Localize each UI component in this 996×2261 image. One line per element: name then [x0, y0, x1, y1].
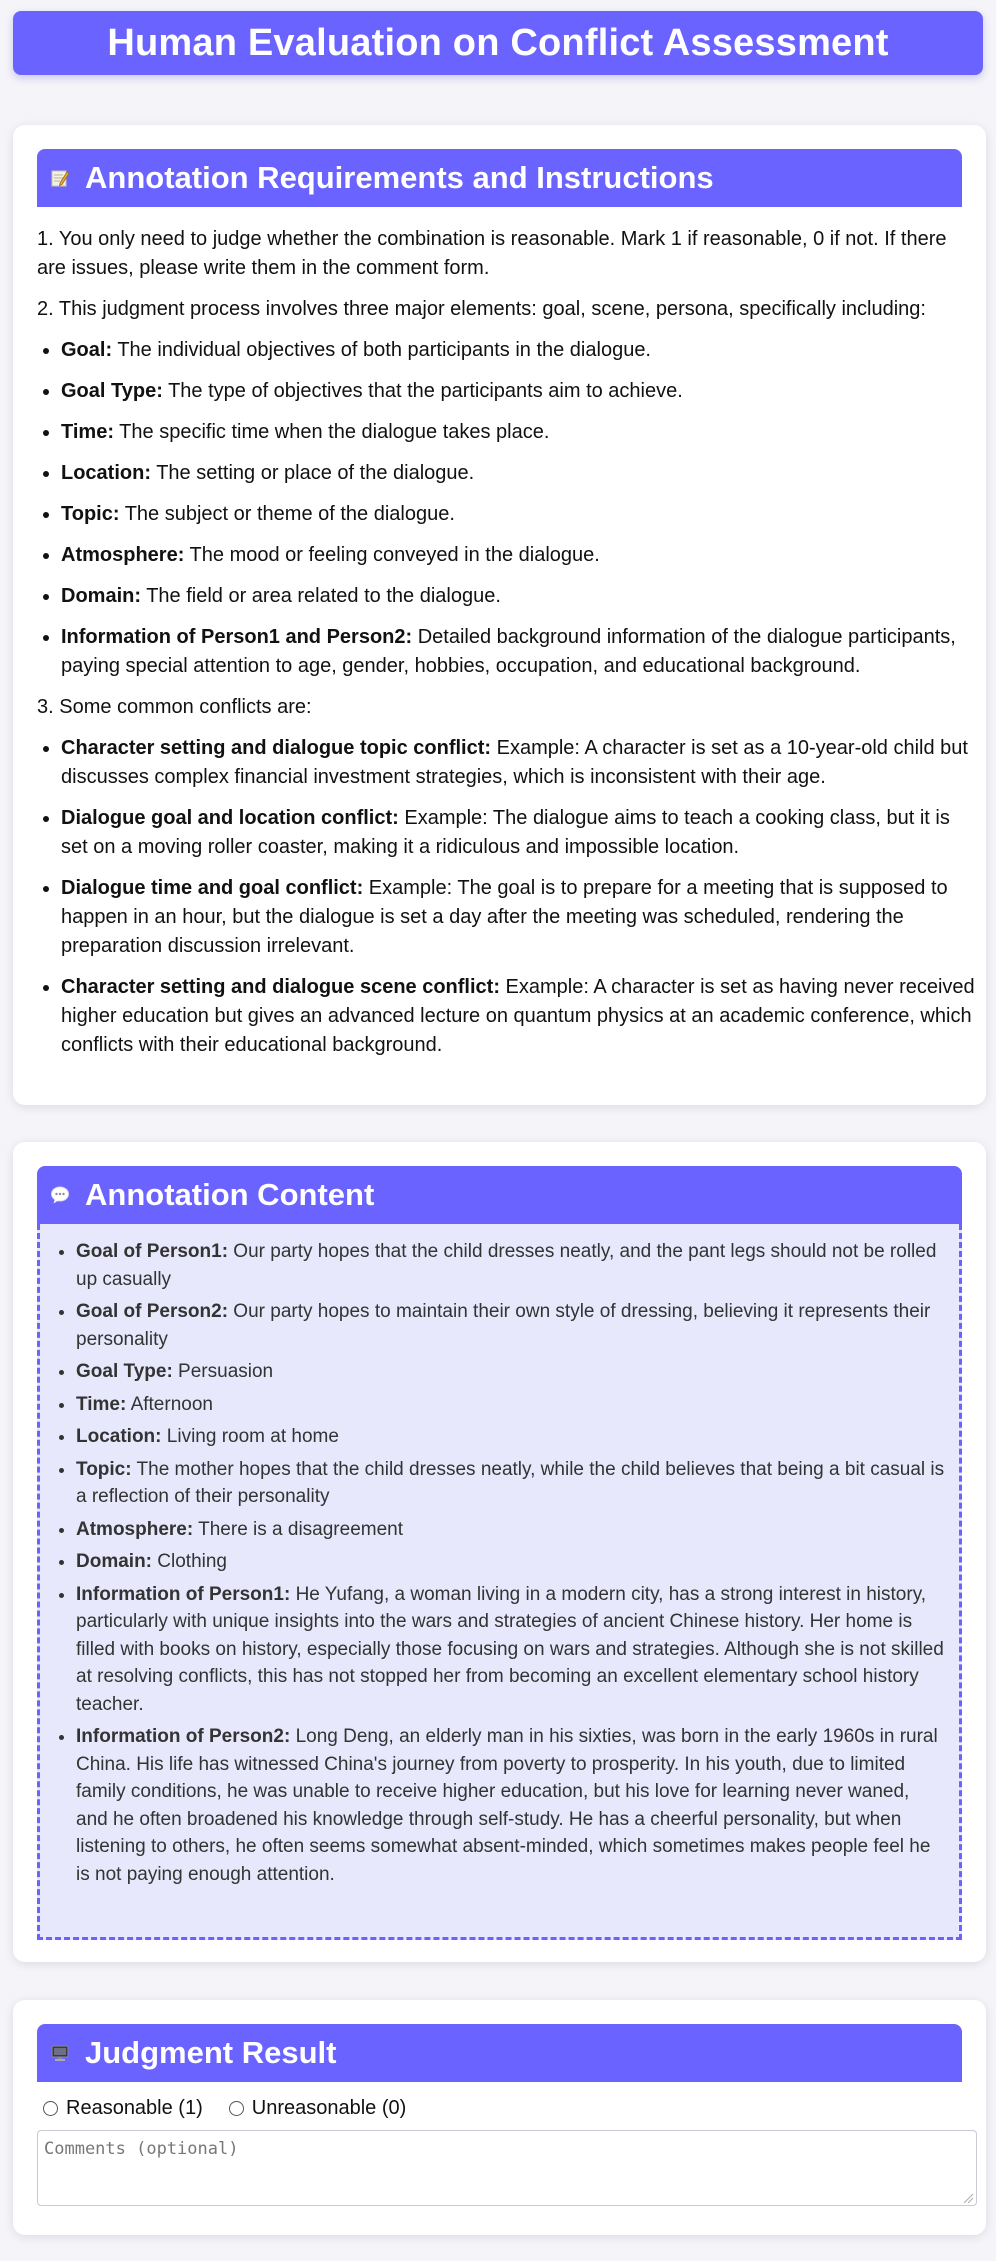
reasonable-option[interactable] — [43, 2097, 203, 2120]
list-item — [61, 500, 977, 529]
item-label: Domain: — [76, 1551, 152, 1572]
item-text: The mood or feeling conveyed in the dialogue. — [184, 544, 600, 566]
list-item — [76, 1391, 945, 1419]
item-text: The field or area related to the dialogue. — [141, 585, 501, 607]
item-label: Character setting and dialogue scene conflict: — [61, 976, 500, 998]
conflicts-list — [37, 734, 977, 1060]
reasonable-radio[interactable] — [43, 2101, 58, 2116]
instruction-paragraph-2: 2. This judgment process involves three major elements: goal, scene, persona, specifically including: — [37, 298, 926, 320]
list-item — [61, 973, 977, 1060]
judgment-options — [43, 2097, 432, 2120]
item-text: Persuasion — [172, 1361, 274, 1382]
list-item — [76, 1238, 945, 1293]
instruction-paragraph-3: 3. Some common conflicts are: — [37, 696, 312, 718]
item-text: The setting or place of the dialogue. — [151, 462, 475, 484]
list-item — [76, 1516, 945, 1544]
item-text: Example: A character is set as having never received higher education but gives an advanced lecture on quantum physics at an academic conference, which conflicts with their educational background. — [61, 976, 975, 1056]
item-label: Information of Person1: — [76, 1583, 291, 1605]
item-text: The mother hopes that the child dresses neatly, while the child believes that being a bit casual is a reflection of their personality — [76, 1458, 945, 1507]
list-item — [76, 1423, 945, 1451]
unreasonable-label: Unreasonable (0) — [251, 2097, 407, 2119]
item-label: Location: — [61, 462, 151, 484]
list-item — [76, 1581, 945, 1719]
item-label: Location: — [76, 1426, 162, 1447]
list-item — [61, 874, 977, 961]
judgment-result-card — [13, 2000, 986, 2235]
instruction-paragraph-1: 1. You only need to judge whether the combination is reasonable. Mark 1 if reasonable, 0 if not. If there are issues, please write them in the comment form. — [37, 228, 947, 279]
content-title: Annotation Content — [85, 1177, 375, 1212]
computer-icon — [49, 2042, 71, 2064]
item-text: Detailed background information of the dialogue participants, paying special attention to age, gender, hobbies, occupation, and educational background. — [61, 626, 956, 677]
content-header — [37, 1166, 962, 1224]
item-text: The individual objectives of both participants in the dialogue. — [112, 339, 651, 361]
list-item — [76, 1723, 945, 1888]
list-item — [76, 1456, 945, 1511]
list-item — [76, 1548, 945, 1576]
item-label: Character setting and dialogue topic conflict: — [61, 737, 492, 759]
list-item — [61, 582, 977, 611]
item-label: Goal Type: — [61, 380, 163, 402]
list-item — [76, 1358, 945, 1386]
item-text: There is a disagreement — [193, 1518, 404, 1540]
list-item — [61, 623, 977, 681]
item-label: Information of Person1 and Person2: — [61, 626, 413, 648]
item-text: Our party hopes to maintain their own style of dressing, believing it represents their personality — [76, 1301, 931, 1350]
item-label: Dialogue goal and location conflict: — [61, 807, 399, 829]
item-label: Domain: — [61, 585, 141, 607]
item-text: The subject or theme of the dialogue. — [119, 503, 455, 525]
item-label: Goal of Person1: — [76, 1241, 229, 1262]
item-text: Long Deng, an elderly man in his sixties, was born in the early 1960s in rural China. His life has witnessed China's journey from poverty to prosperity. In his youth, due to limited family conditions, he was unable to receive higher education, but his love for learning never waned, and he often broadened his knowledge through self-study. He has a cheerful personality, but when listening to others, he often seems somewhat absent-minded, which sometimes makes people feel he is not paying enough attention. — [76, 1726, 938, 1885]
result-header — [37, 2024, 962, 2082]
item-text: He Yufang, a woman living in a modern city, has a strong interest in history, particularly with unique insights into the wars and strategies of ancient Chinese history. Her home is filled with books on history, especially those focusing on wars and strategies. Although she is not skilled at resolving conflicts, this has not stopped her from becoming an excellent elementary school history teacher. — [76, 1583, 944, 1715]
comments-textarea[interactable] — [37, 2130, 977, 2206]
item-label: Goal Type: — [76, 1361, 173, 1382]
item-label: Atmosphere: — [76, 1518, 194, 1540]
item-text: Example: The goal is to prepare for a meeting that is supposed to happen in an hour, but the dialogue is set a day after the meeting was scheduled, rendering the preparation discussion irrelevant. — [61, 877, 948, 957]
instructions-header — [37, 149, 962, 207]
speech-bubble-icon — [49, 1184, 71, 1206]
item-text: Example: A character is set as a 10-year-old child but discusses complex financial investment strategies, which is inconsistent with their age. — [61, 737, 968, 788]
item-label: Information of Person2: — [76, 1726, 291, 1747]
item-label: Time: — [61, 421, 114, 443]
item-label: Goal of Person2: — [76, 1301, 229, 1322]
list-item — [61, 336, 977, 365]
item-label: Topic: — [76, 1458, 132, 1480]
page-header — [13, 11, 983, 75]
list-item — [61, 418, 977, 447]
list-item — [76, 1298, 945, 1353]
list-item — [61, 377, 977, 406]
annotation-content-card — [13, 1142, 986, 1962]
list-item — [61, 804, 977, 862]
page-title: Human Evaluation on Conflict Assessment — [107, 21, 889, 64]
comments-placeholder: Comments (optional) — [44, 2139, 239, 2159]
item-text: Afternoon — [126, 1393, 213, 1415]
list-item — [61, 734, 977, 792]
item-text: Example: The dialogue aims to teach a cooking class, but it is set on a moving roller coaster, making it a ridiculous and impossible location. — [61, 807, 950, 858]
memo-icon — [49, 167, 71, 189]
item-text: The type of objectives that the participants aim to achieve. — [162, 380, 683, 402]
instructions-card — [13, 125, 986, 1105]
item-text: The specific time when the dialogue takes place. — [113, 421, 550, 443]
content-list — [52, 1238, 945, 1888]
result-title: Judgment Result — [85, 2035, 337, 2070]
annotation-content-box — [37, 1224, 962, 1940]
instructions-title: Annotation Requirements and Instructions — [85, 160, 714, 195]
elements-list — [37, 336, 977, 681]
item-text: Our party hopes that the child dresses neatly, and the pant legs should not be rolled up casually — [76, 1241, 937, 1290]
reasonable-label: Reasonable (1) — [66, 2097, 203, 2119]
item-text: Living room at home — [161, 1426, 339, 1447]
item-text: Clothing — [152, 1551, 227, 1572]
instructions-body — [37, 225, 977, 1072]
item-label: Time: — [76, 1393, 127, 1415]
unreasonable-radio[interactable] — [229, 2101, 244, 2116]
item-label: Goal: — [61, 339, 113, 361]
list-item — [61, 459, 977, 488]
list-item — [61, 541, 977, 570]
item-label: Topic: — [61, 503, 120, 525]
unreasonable-option[interactable] — [229, 2097, 407, 2120]
item-label: Atmosphere: — [61, 544, 185, 566]
resize-handle-icon[interactable] — [960, 2189, 974, 2203]
item-label: Dialogue time and goal conflict: — [61, 877, 364, 899]
